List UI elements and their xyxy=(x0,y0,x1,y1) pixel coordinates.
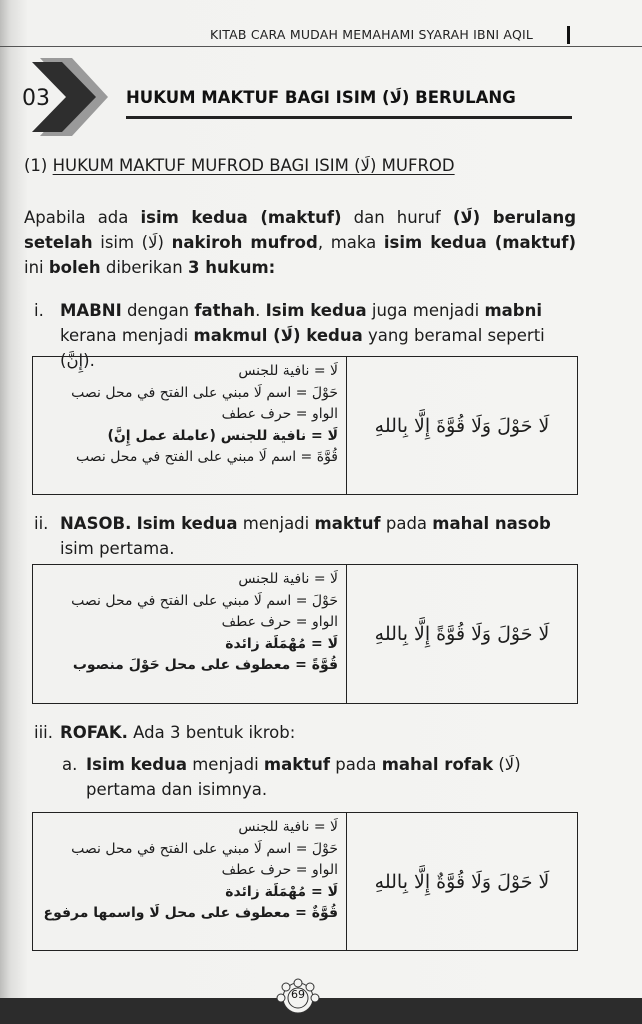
page-number: 69 xyxy=(291,988,305,1001)
irab-line: لَا = نافية للجنس xyxy=(238,819,338,835)
irab-line: لَا = مُهْمَلَة زائدة xyxy=(225,635,338,652)
arabic-phrase: لَا حَوْلَ وَلَا قُوَّةٌ إِلَّا بِاللهِ xyxy=(374,870,550,893)
irab-table xyxy=(32,356,578,495)
header-rule xyxy=(0,46,642,47)
irab-line: الواو = حرف عطف xyxy=(221,406,338,422)
irab-line: لَا = مُهْمَلَة زائدة xyxy=(225,883,338,900)
chapter-number: 03 xyxy=(22,86,50,111)
irab-table xyxy=(32,564,578,704)
irab-line: حَوْلَ = اسم لَا مبني على الفتح في محل نصب xyxy=(71,840,338,857)
sub-item-a xyxy=(62,752,582,802)
sub-item-number: a. xyxy=(62,755,78,774)
header-marker xyxy=(567,26,570,44)
irab-line: لَا = نافية للجنس xyxy=(238,571,338,587)
irab-line: لَا = نافية للجنس xyxy=(238,363,338,379)
irab-line: حَوْلَ = اسم لَا مبني على الفتح في محل نصب xyxy=(71,384,338,401)
irab-line: حَوْلَ = اسم لَا مبني على الفتح في محل نصب xyxy=(71,592,338,609)
intro-paragraph: Apabila ada isim kedua (maktuf) dan huruf (لَا) berulang setelah isim (لَا) nakiroh mufrod, maka isim kedua (maktuf) ini boleh diberikan 3 hukum: xyxy=(24,208,577,277)
arabic-phrase: لَا حَوْلَ وَلَا قُوَّةً إِلَّا بِاللهِ xyxy=(374,623,550,645)
item-number: iii. xyxy=(34,723,53,742)
item-text: MABNI dengan fathah. Isim kedua juga menjadi mabni kerana menjadi makmul (لَا) kedua yang beramal seperti (إِنَّ). xyxy=(60,301,545,370)
irab-line: لَا = نافية للجنس (عاملة عمل إِنَّ) xyxy=(107,427,338,444)
irab-line: الواو = حرف عطف xyxy=(221,862,338,878)
irab-line: الواو = حرف عطف xyxy=(221,614,338,630)
item-text: NASOB. Isim kedua menjadi maktuf pada mahal nasob isim pertama. xyxy=(60,514,551,558)
section-number: (1) xyxy=(24,156,48,175)
chapter-title: HUKUM MAKTUF BAGI ISIM (لَا) BERULANG xyxy=(126,88,516,107)
list-item-rofak xyxy=(34,720,579,745)
item-number: ii. xyxy=(34,514,49,533)
irab-table xyxy=(32,812,578,951)
irab-breakdown xyxy=(33,813,347,950)
irab-breakdown xyxy=(33,565,347,703)
running-title: KITAB CARA MUDAH MEMAHAMI SYARAH IBNI AQIL xyxy=(210,27,534,42)
sub-item-text: Isim kedua menjadi maktuf pada mahal rofak (لَا) pertama dan isimnya. xyxy=(86,755,521,799)
chapter-rule xyxy=(126,116,572,119)
list-item-nasob xyxy=(34,511,579,561)
irab-breakdown xyxy=(33,357,347,494)
item-text: ROFAK. Ada 3 bentuk ikrob: xyxy=(60,723,296,742)
irab-line: قُوَّةَ = اسم لَا مبني على الفتح في محل نصب xyxy=(75,449,338,465)
section-heading xyxy=(24,156,455,175)
irab-line: قُوَّةً = معطوف على محل حَوْلَ منصوب xyxy=(72,657,338,673)
item-number: i. xyxy=(34,301,44,320)
arabic-phrase: لَا حَوْلَ وَلَا قُوَّةَ إِلَّا بِاللهِ xyxy=(374,414,550,437)
section-title: HUKUM MAKTUF MUFROD BAGI ISIM (لَا) MUFROD xyxy=(52,156,455,175)
irab-line: قُوَّةٌ = معطوف على محل لَا واسمها مرفوع xyxy=(43,905,338,921)
